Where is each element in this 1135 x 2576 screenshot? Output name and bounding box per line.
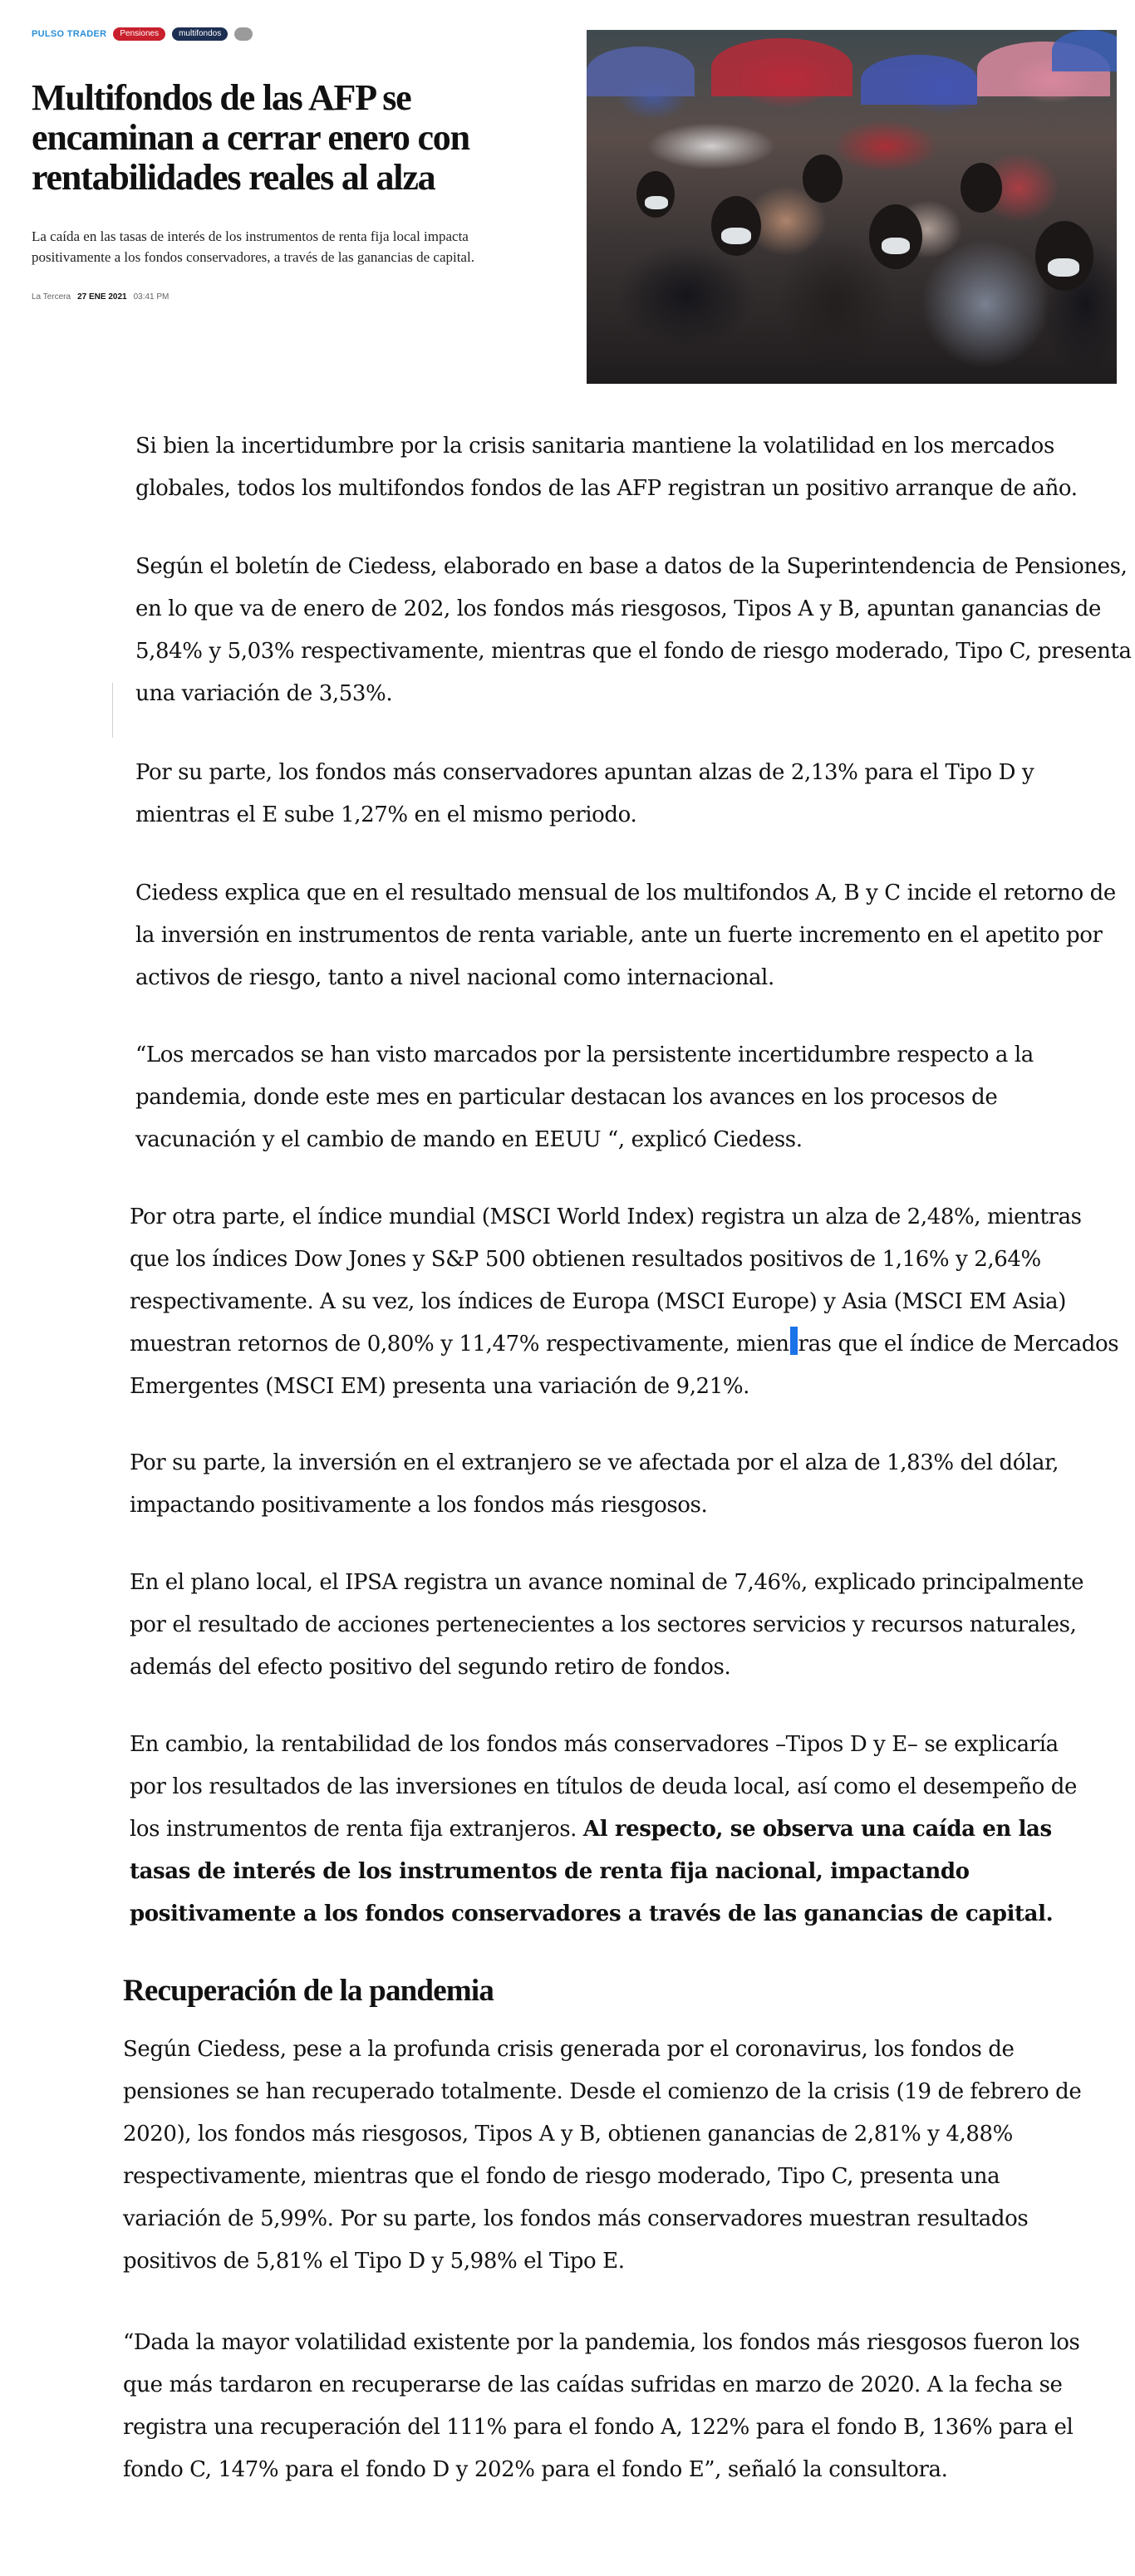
umbrella-shape <box>1052 30 1117 71</box>
divider-line <box>112 683 113 738</box>
byline <box>32 292 522 302</box>
section-title: Recuperación de la pandemia <box>123 1974 494 2008</box>
crowd-figure <box>636 171 675 218</box>
paragraph-7: Por su parte, la inversión en el extranjero se ve afectada por el alza de 1,83% del dólar, impactando positivamente a los fondos más riesgosos. <box>130 1450 1059 1518</box>
face-mask-shape <box>721 228 751 244</box>
umbrella-shape <box>861 55 977 105</box>
more-tags-dot-icon[interactable] <box>234 27 253 41</box>
face-mask-shape <box>645 196 668 209</box>
paragraph-8: En el plano local, el IPSA registra un avance nominal de 7,46%, explicado principalmente por el resultado de acciones pertenecientes a los sectores servicios y recursos naturales, además del efecto positivo del segundo retiro de fondos. <box>130 1570 1084 1680</box>
tag-pensiones[interactable]: Pensiones <box>113 27 165 41</box>
section-label-link[interactable]: PULSO TRADER <box>32 29 107 39</box>
crowd-figure <box>803 155 843 203</box>
hero-image-crowd-photo <box>587 30 1117 384</box>
paragraph-5: “Los mercados se han visto marcados por la persistente incertidumbre respecto a la pandemia, donde este mes en particular destacan los avances en los procesos de vacunación y el cambio de mando en EEUU “, explicó Ciedess. <box>135 1043 1034 1152</box>
byline-author[interactable]: La Tercera <box>32 292 71 302</box>
paragraph-6 <box>130 1196 1127 1408</box>
crowd-figure <box>961 163 1002 213</box>
page-title: Multifondos de las AFP se encaminan a cerrar enero con rentabilidades reales al alza <box>32 77 469 198</box>
face-mask-shape <box>1048 258 1079 277</box>
byline-time: 03:41 PM <box>133 292 170 302</box>
paragraph-9-text: En cambio, la rentabilidad de los fondos más conservadores –Tipos D y E– se explicaría por los resultados de las inversiones en títulos de deuda local, así como el desempeño de los instrumentos de renta fija extranjeros. <box>130 1732 1077 1842</box>
paragraph-9-bold-text: Al respecto, se observa una caída en las tasas de interés de los instrumentos de renta fija nacional, impactando positivamente a los fondos conservadores a través de las ganancias de capital. <box>130 1817 1054 1926</box>
paragraph-3: Por su parte, los fondos más conservadores apuntan alzas de 2,13% para el Tipo D y mientras el E sube 1,27% en el mismo periodo. <box>135 760 1034 827</box>
paragraph-6-part-2: ras que el índice de Mercados Emergentes (MSCI EM) presenta una variación de 9,21%. <box>130 1332 1119 1399</box>
tag-multifondos[interactable]: multifondos <box>172 27 228 41</box>
crowd-figure <box>869 204 922 269</box>
page-subtitle: La caída en las tasas de interés de los instrumentos de renta fija local impacta positivamente a los fondos conservadores, a través de las ganancias de capital. <box>32 228 474 265</box>
byline-date: 27 ENE 2021 <box>77 292 127 302</box>
header-text-block <box>32 25 522 302</box>
paragraph-4: Ciedess explica que en el resultado mensual de los multifondos A, B y C incide el retorno de la inversión en instrumentos de renta variable, ante un fuerte incremento en el apetito por activos de riesgo, tanto a nivel nacional como internacional. <box>135 881 1116 990</box>
paragraph-2: Según el boletín de Ciedess, elaborado en base a datos de la Superintendencia de Pensiones, en lo que va de enero de 202, los fondos más riesgosos, Tipos A y B, apuntan ganancias de 5,84% y 5,03% respectivamente, mientras que el fondo de riesgo moderado, Tipo C, presenta una variación de 3,53%. <box>135 554 1132 706</box>
crowd-figure <box>1035 221 1093 291</box>
article-header <box>0 0 1135 390</box>
face-mask-shape <box>882 238 910 254</box>
tagline <box>32 25 522 43</box>
paragraph-10: Según Ciedess, pese a la profunda crisis generada por el coronavirus, los fondos de pensiones se han recuperado totalmente. Desde el comienzo de la crisis (19 de febrero de 2020), los fondos más riesgosos, Tipos A y B, obtienen ganancias de 2,81% y 4,88% respectivamente, mientras que el fondo de riesgo moderado, Tipo C, presenta una variación de 5,99%. Por su parte, los fondos más conservadores muestran resultados positivos de 5,81% el Tipo D y 5,98% el Tipo E. <box>123 2037 1082 2274</box>
crowd-figure <box>711 196 761 256</box>
umbrella-shape <box>587 47 695 96</box>
umbrella-shape <box>711 38 852 96</box>
paragraph-9 <box>130 1724 1093 1936</box>
paragraph-11: “Dada la mayor volatilidad existente por la pandemia, los fondos más riesgosos fueron los que más tardaron en recuperarse de las caídas sufridas en marzo de 2020. A la fecha se registra una recuperación del 111% para el fondo A, 122% para el fondo B, 136% para el fondo C, 147% para el fondo D y 202% para el fondo E”, señaló la consultora. <box>123 2330 1080 2482</box>
paragraph-1: Si bien la incertidumbre por la crisis sanitaria mantiene la volatilidad en los mercados globales, todos los multifondos fondos de las AFP registran un positivo arranque de año. <box>135 434 1078 501</box>
text-cursor-marker <box>790 1327 798 1355</box>
paragraph-6-part-1: Por otra parte, el índice mundial (MSCI World Index) registra un alza de 2,48%, mientras que los índices Dow Jones y S&P 500 obtienen resultados positivos de 1,16% y 2,64% respectivamente. A su vez, los índices de Europa (MSCI Europe) y Asia (MSCI EM Asia) muestran retornos de 0,80% y 11,47% respectivamente, mien <box>130 1205 1082 1357</box>
